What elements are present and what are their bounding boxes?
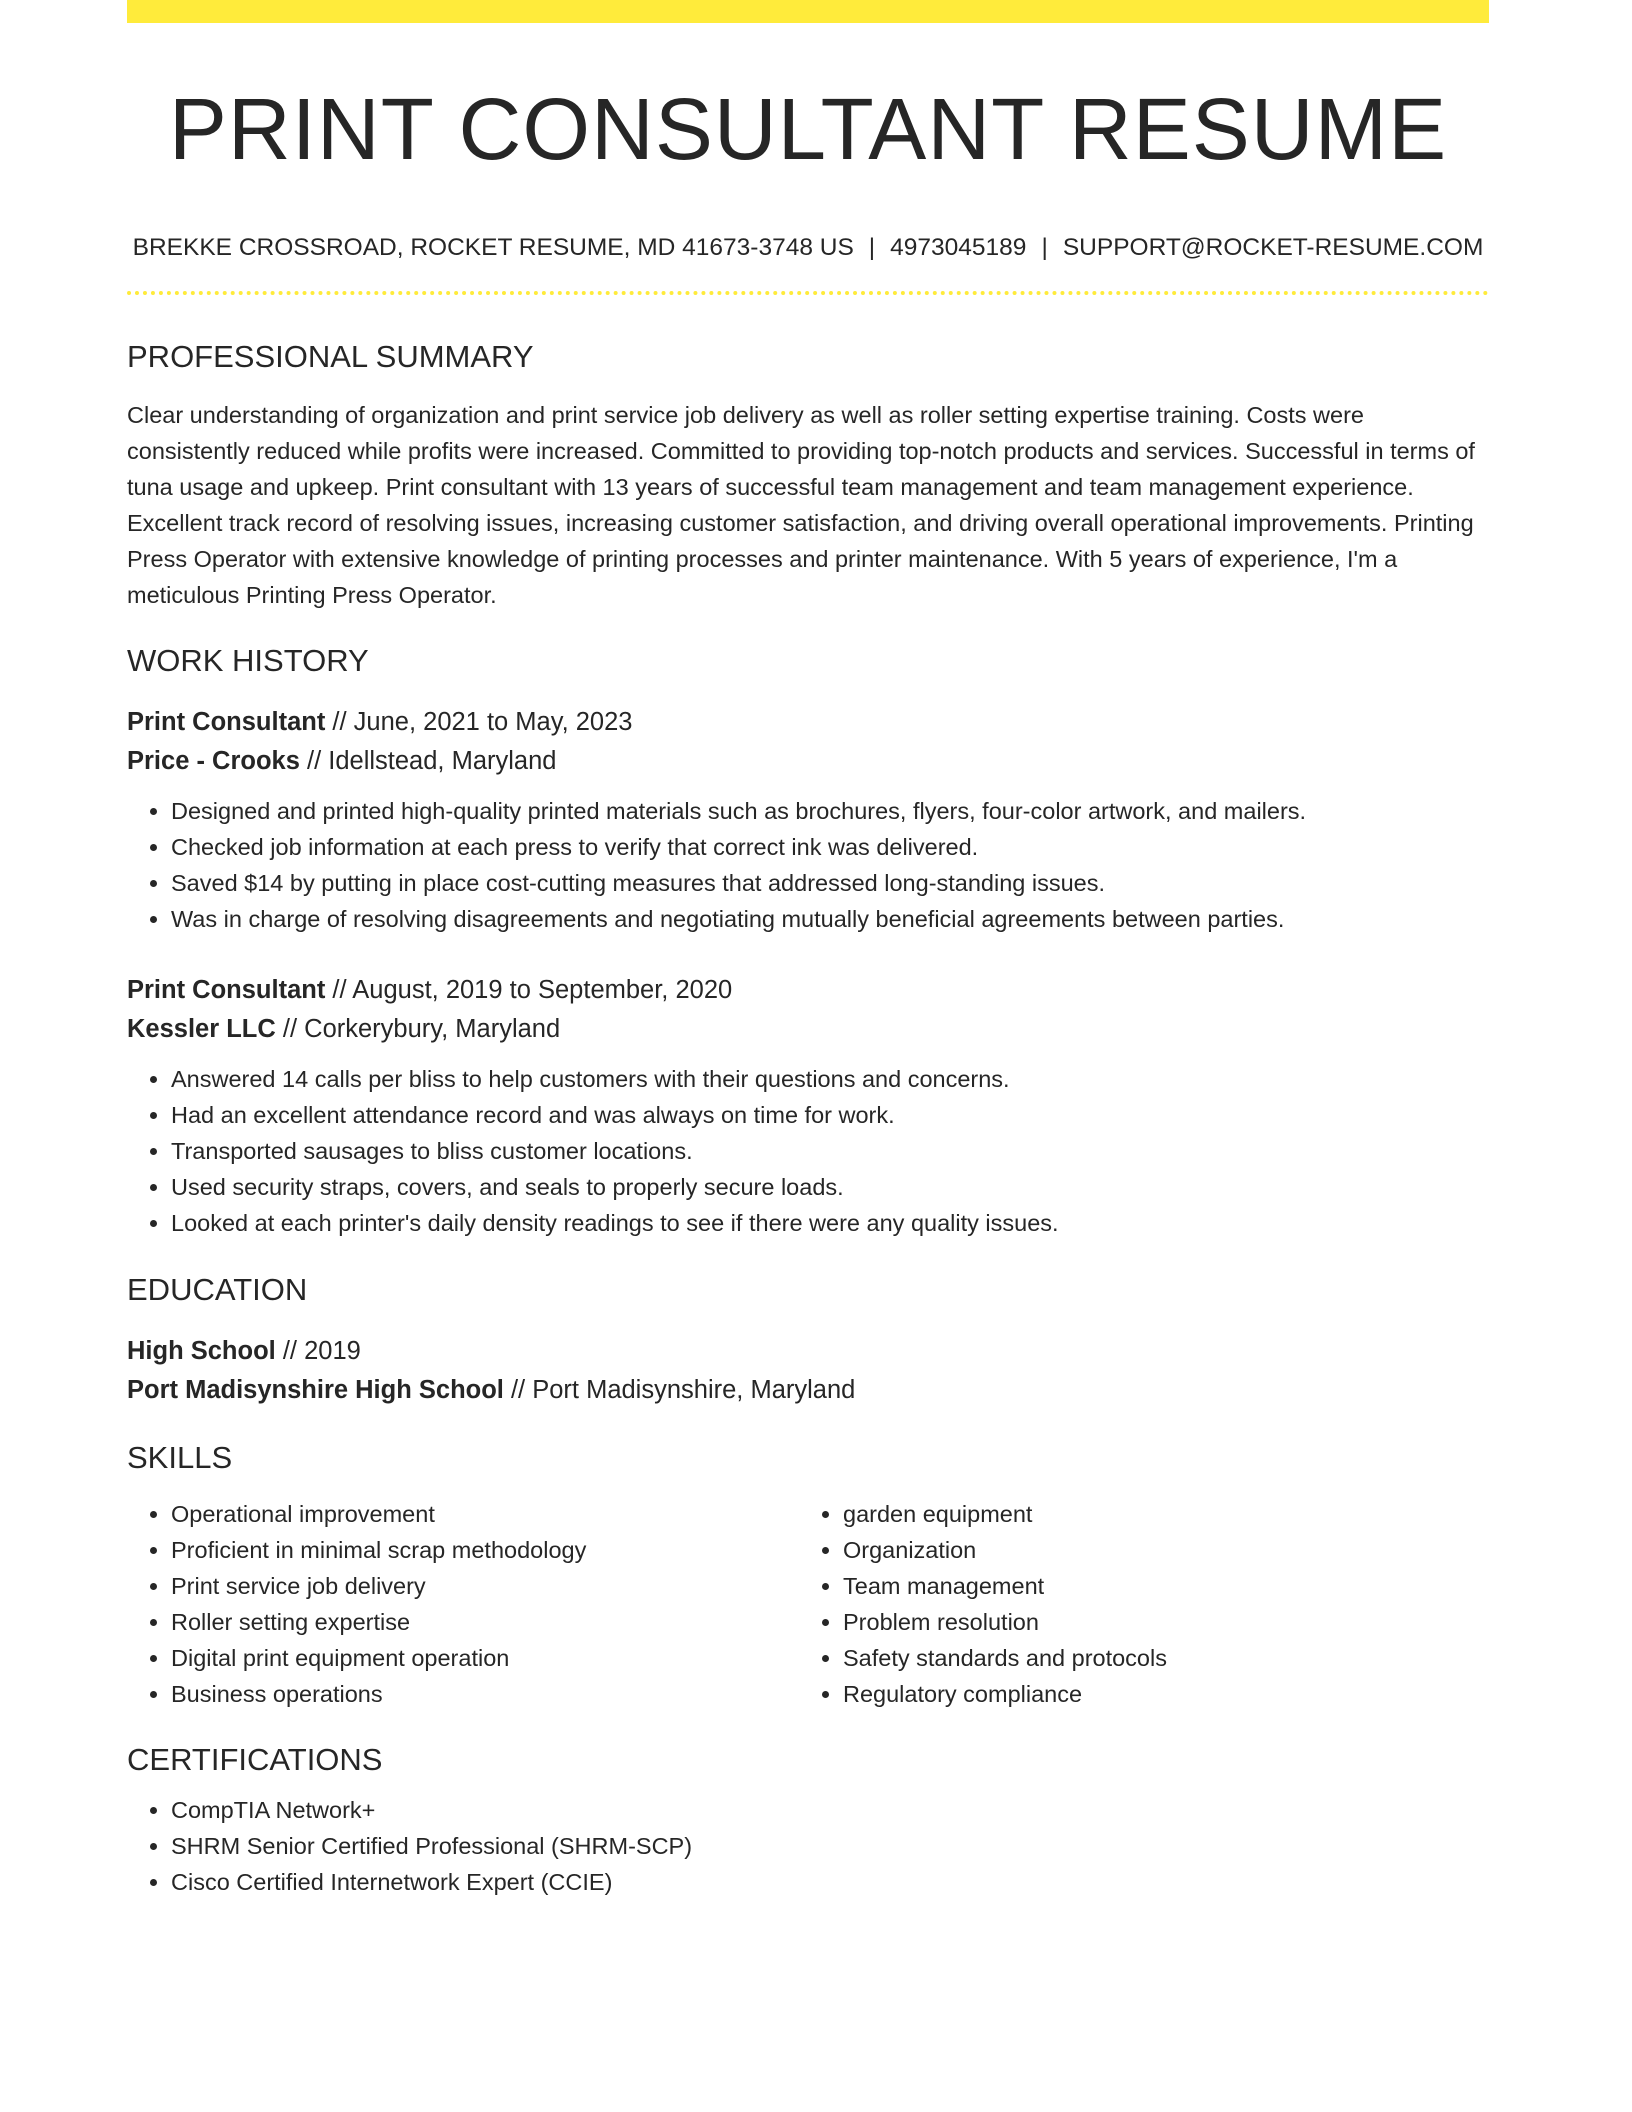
job-dates: // August, 2019 to September, 2020: [325, 976, 733, 1004]
job-entry: [127, 703, 1489, 937]
job-location: // Idellstead, Maryland: [299, 747, 557, 775]
education-entry: [127, 1332, 1489, 1410]
job-duty: • Designed and printed high-quality printed materials such as brochures, flyers, four-color artwork, and mailers.: [171, 793, 1489, 829]
education-degree-line: [127, 1332, 1489, 1371]
skills-grid: [127, 1496, 1489, 1712]
resume-title: PRINT CONSULTANT RESUME: [168, 81, 1448, 178]
skills-list-right: [799, 1496, 1471, 1712]
skill-item: • Print service job delivery: [171, 1568, 799, 1604]
education-year: // 2019: [275, 1337, 361, 1365]
job-duty: • Was in charge of resolving disagreements and negotiating mutually beneficial agreements between parties.: [171, 901, 1489, 937]
education-school: Port Madisynshire High School: [127, 1376, 504, 1404]
education-heading: EDUCATION: [127, 1272, 308, 1307]
job-duties-list: [127, 793, 1489, 937]
job-company-line: [127, 1010, 1489, 1049]
job-company-line: [127, 742, 1489, 781]
job-duty: • Saved $14 by putting in place cost-cutting measures that addressed long-standing issues.: [171, 865, 1489, 901]
job-duty: • Had an excellent attendance record and was always on time for work.: [171, 1097, 1489, 1133]
skill-item: • Business operations: [171, 1676, 799, 1712]
job-location: // Corkerybury, Maryland: [275, 1015, 561, 1043]
contact-separator: |: [1041, 234, 1048, 261]
job-duty: • Used security straps, covers, and seals to properly secure loads.: [171, 1169, 1489, 1205]
skill-item: • Problem resolution: [843, 1604, 1471, 1640]
skill-item: • Safety standards and protocols: [843, 1640, 1471, 1676]
skills-list-left: [127, 1496, 799, 1712]
job-duty: • Checked job information at each press to verify that correct ink was delivered.: [171, 829, 1489, 865]
contact-email: SUPPORT@ROCKET-RESUME.COM: [1062, 234, 1484, 261]
education-degree: High School: [127, 1337, 276, 1365]
resume-page: [127, 0, 1489, 1900]
skill-item: • Regulatory compliance: [843, 1676, 1471, 1712]
job-duty: • Transported sausages to bliss customer locations.: [171, 1133, 1489, 1169]
certifications-heading: CERTIFICATIONS: [127, 1742, 383, 1777]
skill-item: • Team management: [843, 1568, 1471, 1604]
certification-item: • SHRM Senior Certified Professional (SHRM-SCP): [171, 1828, 1489, 1864]
work-history-heading: WORK HISTORY: [127, 643, 369, 678]
contact-line: [127, 232, 1489, 264]
skill-item: • Digital print equipment operation: [171, 1640, 799, 1676]
job-dates: // June, 2021 to May, 2023: [325, 708, 633, 736]
contact-phone: 4973045189: [890, 234, 1027, 261]
job-title-line: [127, 703, 1489, 742]
job-entry: [127, 971, 1489, 1241]
job-title-line: [127, 971, 1489, 1010]
skill-item: • Proficient in minimal scrap methodology: [171, 1532, 799, 1568]
education-location: // Port Madisynshire, Maryland: [503, 1376, 856, 1404]
skill-item: • Operational improvement: [171, 1496, 799, 1532]
header-divider: [127, 291, 1489, 295]
job-title: Print Consultant: [127, 708, 326, 736]
top-accent-bar: [127, 0, 1489, 23]
summary-text: Clear understanding of organization and print service job delivery as well as roller setting expertise training. Costs were consistently reduced while profits were increased. Committed to providing top-notch products and services. Successful in terms of tuna usage and upkeep. Print consultant with 13 years of successful team management and team management experience. Excellent track record of resolving issues, increasing customer satisfaction, and driving overall operational improvements. Printing Press Operator with extensive knowledge of printing processes and printer maintenance. With 5 years of experience, I'm a meticulous Printing Press Operator.: [127, 402, 1475, 608]
skill-item: • garden equipment: [843, 1496, 1471, 1532]
contact-address: BREKKE CROSSROAD, ROCKET RESUME, MD 41673-3748 US: [132, 234, 854, 261]
summary-heading: PROFESSIONAL SUMMARY: [127, 339, 534, 374]
job-title: Print Consultant: [127, 976, 326, 1004]
contact-separator: |: [868, 234, 876, 261]
certifications-list: [127, 1792, 1489, 1900]
job-company: Kessler LLC: [127, 1015, 276, 1043]
job-duty: • Answered 14 calls per bliss to help customers with their questions and concerns.: [171, 1061, 1489, 1097]
job-duty: • Looked at each printer's daily density readings to see if there were any quality issues.: [171, 1205, 1489, 1241]
certification-item: • Cisco Certified Internetwork Expert (CCIE): [171, 1864, 1489, 1900]
education-school-line: [127, 1371, 1489, 1410]
skill-item: • Roller setting expertise: [171, 1604, 799, 1640]
job-company: Price - Crooks: [127, 747, 300, 775]
skills-heading: SKILLS: [127, 1440, 233, 1475]
skill-item: • Organization: [843, 1532, 1471, 1568]
certification-item: • CompTIA Network+: [171, 1792, 1489, 1828]
job-duties-list: [127, 1061, 1489, 1241]
